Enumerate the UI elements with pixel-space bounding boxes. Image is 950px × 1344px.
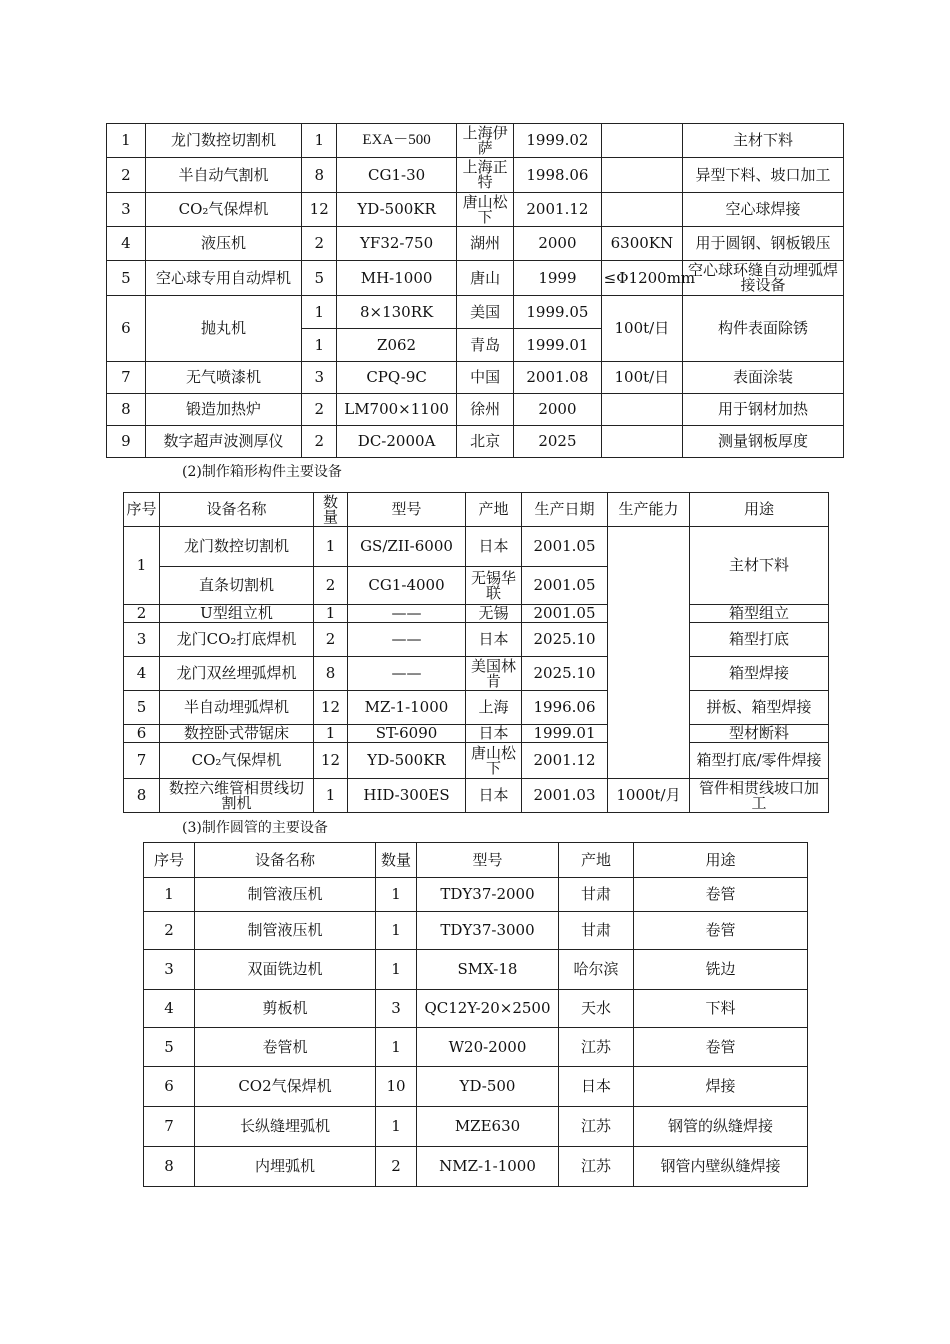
cell-qty: 1	[314, 779, 348, 813]
header-capacity: 生产能力	[608, 493, 690, 527]
cell-origin: 日本	[466, 623, 522, 657]
cell-use: 钢管的纵缝焊接	[634, 1107, 808, 1147]
cell-use: 箱型打底/零件焊接	[690, 743, 829, 779]
cell-name: 龙门数控切割机	[160, 527, 314, 567]
cell-origin: 唐山松下	[466, 743, 522, 779]
cell-date: 2025	[514, 426, 602, 458]
cell-name: 半自动埋弧焊机	[160, 691, 314, 725]
cell-qty: 12	[302, 193, 337, 227]
cell-qty: 2	[314, 567, 348, 605]
table-row	[144, 878, 808, 912]
cell-capacity: 100t/日	[601, 362, 682, 394]
cell-name: 抛丸机	[145, 296, 302, 362]
cell-date: 2001.12	[522, 743, 608, 779]
header-no: 序号	[144, 843, 195, 878]
cell-use: 用于圆钢、钢板锻压	[683, 227, 844, 261]
cell-use: 拼板、箱型焊接	[690, 691, 829, 725]
cell-qty: 1	[376, 1107, 417, 1147]
cell-use: 构件表面除锈	[683, 296, 844, 362]
cell-origin: 美国	[457, 296, 514, 329]
cell-name: U型组立机	[160, 605, 314, 623]
cell-no: 2	[107, 158, 146, 193]
cell-model: YD-500	[417, 1067, 559, 1107]
cell-no: 6	[107, 296, 146, 362]
cell-use: 型材断料	[690, 725, 829, 743]
cell-capacity: 1000t/月	[608, 779, 690, 813]
cell-qty: 3	[376, 990, 417, 1028]
cell-qty: 12	[314, 691, 348, 725]
cell-model: ——	[348, 623, 466, 657]
cell-origin: 江苏	[559, 1107, 634, 1147]
cell-use: 箱型组立	[690, 605, 829, 623]
cell-no: 5	[124, 691, 160, 725]
cell-use: 卷管	[634, 1028, 808, 1067]
cell-qty: 2	[376, 1147, 417, 1187]
cell-no: 4	[144, 990, 195, 1028]
cell-use: 管件相贯线坡口加工	[690, 779, 829, 813]
cell-use: 表面涂装	[683, 362, 844, 394]
table-row	[107, 296, 844, 329]
cell-origin: 北京	[457, 426, 514, 458]
cell-qty: 2	[314, 623, 348, 657]
cell-origin: 唐山松下	[457, 193, 514, 227]
cell-name: 数控六维管相贯线切割机	[160, 779, 314, 813]
table-row	[124, 691, 829, 725]
cell-date: 1999.01	[514, 329, 602, 362]
cell-name: 无气喷漆机	[145, 362, 302, 394]
cell-no: 2	[144, 912, 195, 950]
cell-qty: 1	[376, 1028, 417, 1067]
cell-qty: 1	[376, 950, 417, 990]
cell-date: 1999.01	[522, 725, 608, 743]
cell-date: 2000	[514, 394, 602, 426]
cell-date: 1996.06	[522, 691, 608, 725]
cell-date: 1998.06	[514, 158, 602, 193]
cell-date: 2001.05	[522, 527, 608, 567]
cell-qty: 3	[302, 362, 337, 394]
cell-qty: 5	[302, 261, 337, 296]
table-row	[107, 158, 844, 193]
table-row	[124, 623, 829, 657]
cell-use: 测量钢板厚度	[683, 426, 844, 458]
cell-model: YF32-750	[337, 227, 457, 261]
cell-use: 主材下料	[683, 124, 844, 158]
cell-use: 焊接	[634, 1067, 808, 1107]
cell-name: 制管液压机	[195, 912, 376, 950]
cell-no: 9	[107, 426, 146, 458]
cell-qty: 1	[314, 725, 348, 743]
cell-capacity	[601, 158, 682, 193]
cell-date: 2025.10	[522, 623, 608, 657]
cell-name: 内埋弧机	[195, 1147, 376, 1187]
cell-model: TDY37-3000	[417, 912, 559, 950]
section-caption-3: (3)制作圆管的主要设备	[182, 820, 328, 836]
cell-date: 2000	[514, 227, 602, 261]
cell-no: 1	[144, 878, 195, 912]
cell-origin: 日本	[466, 779, 522, 813]
cell-name: 空心球专用自动焊机	[145, 261, 302, 296]
header-use: 用途	[690, 493, 829, 527]
cell-name: CO2气保焊机	[195, 1067, 376, 1107]
cell-name: 直条切割机	[160, 567, 314, 605]
cell-origin: 甘肃	[559, 912, 634, 950]
cell-model: Z062	[337, 329, 457, 362]
header-name: 设备名称	[160, 493, 314, 527]
table-row	[107, 261, 844, 296]
cell-date: 2001.05	[522, 567, 608, 605]
table-row	[107, 193, 844, 227]
cell-use: 卷管	[634, 878, 808, 912]
cell-origin: 无锡	[466, 605, 522, 623]
cell-model: EXA－500	[337, 124, 457, 158]
cell-no: 4	[124, 657, 160, 691]
cell-origin: 日本	[466, 725, 522, 743]
cell-qty: 8	[302, 158, 337, 193]
cell-date: 1999.05	[514, 296, 602, 329]
equipment-table-1	[106, 123, 844, 458]
cell-origin: 唐山	[457, 261, 514, 296]
cell-date: 1999.02	[514, 124, 602, 158]
cell-qty: 2	[302, 394, 337, 426]
cell-no: 6	[144, 1067, 195, 1107]
cell-name: 数控卧式带锯床	[160, 725, 314, 743]
header-date: 生产日期	[522, 493, 608, 527]
cell-origin: 美国林肯	[466, 657, 522, 691]
cell-qty: 1	[314, 605, 348, 623]
cell-no: 8	[107, 394, 146, 426]
cell-no: 6	[124, 725, 160, 743]
cell-origin: 青岛	[457, 329, 514, 362]
cell-model: CG1-30	[337, 158, 457, 193]
cell-use: 钢管内壁纵缝焊接	[634, 1147, 808, 1187]
cell-date: 1999	[514, 261, 602, 296]
cell-origin: 上海伊萨	[457, 124, 514, 158]
cell-no: 7	[124, 743, 160, 779]
cell-no: 5	[144, 1028, 195, 1067]
header-origin: 产地	[559, 843, 634, 878]
cell-date: 2025.10	[522, 657, 608, 691]
cell-use: 箱型焊接	[690, 657, 829, 691]
cell-no: 1	[124, 527, 160, 605]
header-model: 型号	[348, 493, 466, 527]
cell-model: ——	[348, 657, 466, 691]
cell-model: 8×130RK	[337, 296, 457, 329]
table-row	[124, 605, 829, 623]
cell-name: 龙门双丝埋弧焊机	[160, 657, 314, 691]
cell-name: 龙门CO₂打底焊机	[160, 623, 314, 657]
cell-qty: 1	[302, 329, 337, 362]
cell-model: LM700×1100	[337, 394, 457, 426]
cell-model: TDY37-2000	[417, 878, 559, 912]
table-row	[144, 950, 808, 990]
cell-capacity	[601, 426, 682, 458]
table-row	[124, 657, 829, 691]
cell-origin: 湖州	[457, 227, 514, 261]
header-model: 型号	[417, 843, 559, 878]
cell-name: 制管液压机	[195, 878, 376, 912]
cell-use: 主材下料	[690, 527, 829, 605]
cell-model: MZ-1-1000	[348, 691, 466, 725]
cell-origin: 无锡华联	[466, 567, 522, 605]
cell-model: MH-1000	[337, 261, 457, 296]
section-caption-2: (2)制作箱形构件主要设备	[182, 464, 342, 480]
header-qty: 数量	[314, 493, 348, 527]
cell-use: 空心球环缝自动埋弧焊接设备	[683, 261, 844, 296]
cell-origin: 江苏	[559, 1028, 634, 1067]
cell-no: 8	[124, 779, 160, 813]
cell-no: 7	[144, 1107, 195, 1147]
cell-model: YD-500KR	[337, 193, 457, 227]
cell-qty: 2	[302, 227, 337, 261]
table-row	[144, 990, 808, 1028]
cell-model: W20-2000	[417, 1028, 559, 1067]
cell-model: GS/ZII-6000	[348, 527, 466, 567]
cell-name: 龙门数控切割机	[145, 124, 302, 158]
cell-no: 4	[107, 227, 146, 261]
table-row	[124, 725, 829, 743]
cell-origin: 日本	[559, 1067, 634, 1107]
cell-use: 箱型打底	[690, 623, 829, 657]
cell-name: 卷管机	[195, 1028, 376, 1067]
cell-qty: 1	[314, 527, 348, 567]
cell-no: 1	[107, 124, 146, 158]
cell-capacity: 100t/日	[601, 296, 682, 362]
cell-date: 2001.08	[514, 362, 602, 394]
cell-qty: 10	[376, 1067, 417, 1107]
cell-capacity	[601, 124, 682, 158]
cell-use: 异型下料、坡口加工	[683, 158, 844, 193]
cell-capacity: 6300KN	[601, 227, 682, 261]
cell-origin: 哈尔滨	[559, 950, 634, 990]
table-row	[107, 426, 844, 458]
cell-name: CO₂气保焊机	[160, 743, 314, 779]
cell-capacity	[608, 527, 690, 779]
cell-qty: 2	[302, 426, 337, 458]
table-row	[124, 743, 829, 779]
header-qty: 数量	[376, 843, 417, 878]
header-origin: 产地	[466, 493, 522, 527]
cell-origin: 上海正特	[457, 158, 514, 193]
cell-qty: 1	[302, 296, 337, 329]
cell-name: 双面铣边机	[195, 950, 376, 990]
cell-date: 2001.03	[522, 779, 608, 813]
cell-no: 3	[107, 193, 146, 227]
cell-date: 2001.05	[522, 605, 608, 623]
cell-model: HID-300ES	[348, 779, 466, 813]
cell-origin: 甘肃	[559, 878, 634, 912]
cell-origin: 天水	[559, 990, 634, 1028]
equipment-table-3	[143, 842, 808, 1187]
cell-qty: 8	[314, 657, 348, 691]
cell-use: 铣边	[634, 950, 808, 990]
cell-use: 下料	[634, 990, 808, 1028]
cell-no: 3	[124, 623, 160, 657]
cell-qty: 1	[302, 124, 337, 158]
cell-qty: 1	[376, 878, 417, 912]
header-use: 用途	[634, 843, 808, 878]
cell-name: 数字超声波测厚仪	[145, 426, 302, 458]
table-row	[144, 1107, 808, 1147]
cell-origin: 徐州	[457, 394, 514, 426]
cell-capacity	[601, 193, 682, 227]
table-header-row	[144, 843, 808, 878]
cell-use: 卷管	[634, 912, 808, 950]
equipment-table-2	[123, 492, 829, 813]
table-row	[107, 362, 844, 394]
cell-no: 2	[124, 605, 160, 623]
cell-use: 空心球焊接	[683, 193, 844, 227]
cell-use: 用于钢材加热	[683, 394, 844, 426]
cell-no: 7	[107, 362, 146, 394]
table-row	[144, 1147, 808, 1187]
cell-date: 2001.12	[514, 193, 602, 227]
cell-name: CO₂气保焊机	[145, 193, 302, 227]
cell-name: 液压机	[145, 227, 302, 261]
cell-qty: 12	[314, 743, 348, 779]
cell-name: 长纵缝埋弧机	[195, 1107, 376, 1147]
cell-model: CG1-4000	[348, 567, 466, 605]
cell-qty: 1	[376, 912, 417, 950]
cell-origin: 上海	[466, 691, 522, 725]
cell-no: 5	[107, 261, 146, 296]
cell-model: SMX-18	[417, 950, 559, 990]
table-row	[107, 227, 844, 261]
cell-model: DC-2000A	[337, 426, 457, 458]
cell-model: ——	[348, 605, 466, 623]
cell-origin: 中国	[457, 362, 514, 394]
cell-no: 3	[144, 950, 195, 990]
cell-origin: 日本	[466, 527, 522, 567]
table-row	[144, 1067, 808, 1107]
table-row	[107, 124, 844, 158]
cell-name: 半自动气割机	[145, 158, 302, 193]
table-row	[107, 394, 844, 426]
cell-capacity	[601, 394, 682, 426]
table-row	[144, 1028, 808, 1067]
table-row	[144, 912, 808, 950]
cell-model: QC12Y-20×2500	[417, 990, 559, 1028]
cell-model: NMZ-1-1000	[417, 1147, 559, 1187]
cell-name: 锻造加热炉	[145, 394, 302, 426]
cell-model: MZE630	[417, 1107, 559, 1147]
cell-name: 剪板机	[195, 990, 376, 1028]
header-no: 序号	[124, 493, 160, 527]
cell-model: CPQ-9C	[337, 362, 457, 394]
header-name: 设备名称	[195, 843, 376, 878]
table-row	[124, 779, 829, 813]
cell-no: 8	[144, 1147, 195, 1187]
cell-model: ST-6090	[348, 725, 466, 743]
table-row	[124, 527, 829, 567]
cell-model: YD-500KR	[348, 743, 466, 779]
cell-origin: 江苏	[559, 1147, 634, 1187]
table-header-row	[124, 493, 829, 527]
cell-capacity: ≤Φ1200mm	[601, 261, 682, 296]
